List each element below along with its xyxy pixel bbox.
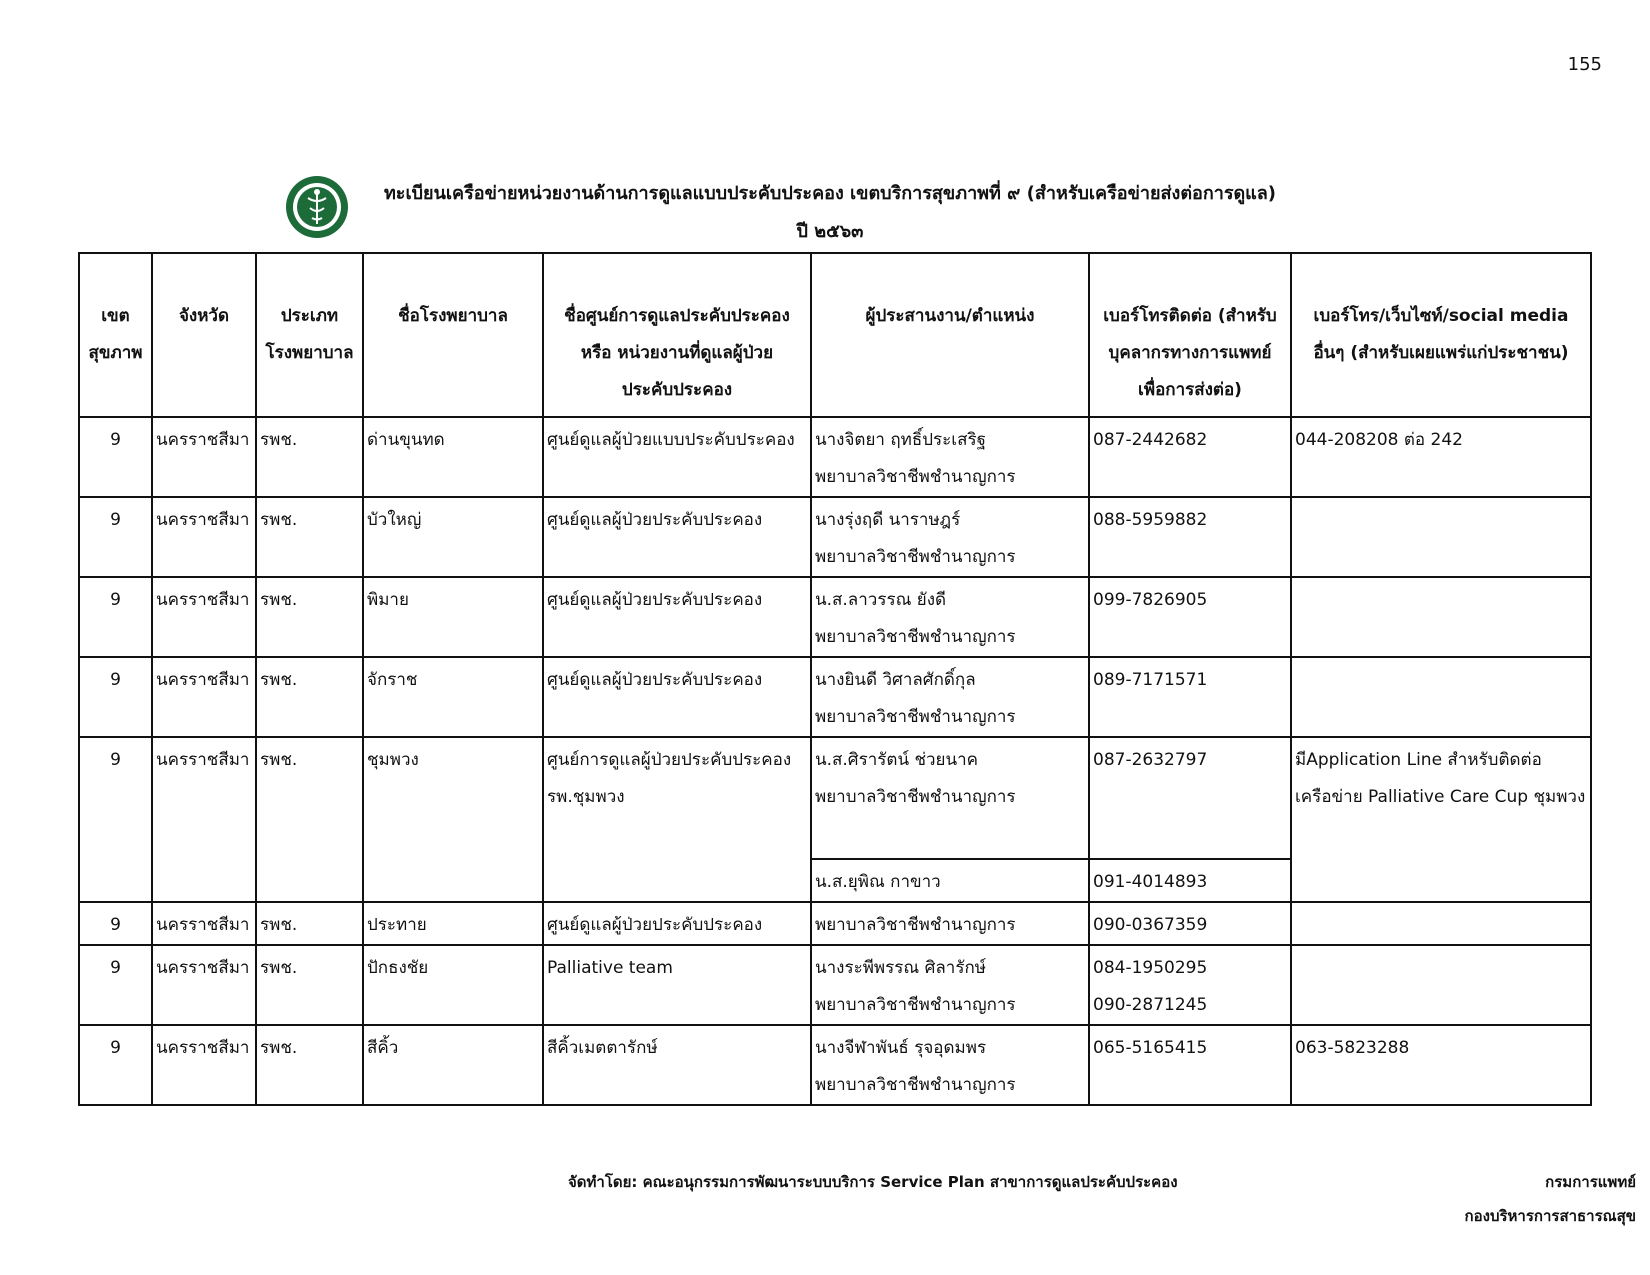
table-row	[79, 902, 1591, 945]
cell-coordinator: นางระพีพรรณ ศิลารักษ์ พยาบาลวิชาชีพชำนาญการ	[811, 945, 1089, 1025]
cell-public	[1291, 657, 1591, 737]
table-row	[79, 497, 1591, 577]
table-row	[79, 657, 1591, 737]
cell-phone: 089-7171571	[1089, 657, 1291, 737]
cell-coordinator: นางจีฬาพันธ์ รุจอุดมพร พยาบาลวิชาชีพชำนาญการ	[811, 1025, 1089, 1105]
footer-division: กองบริหารการสาธารณสุข	[1464, 1207, 1636, 1225]
cell-phone: 084-1950295 090-2871245	[1089, 945, 1291, 1025]
cell-hospital: บัวใหญ่	[363, 497, 543, 577]
table-row	[79, 1025, 1591, 1105]
cell-coordinator: นางยินดี วิศาลศักดิ์กุล พยาบาลวิชาชีพชำนาญการ	[811, 657, 1089, 737]
cell-phone: 090-0367359	[1089, 902, 1291, 945]
header-coordinator: ผู้ประสานงาน/ตำแหน่ง	[811, 253, 1089, 417]
cell-province: นครราชสีมา	[152, 902, 256, 945]
cell-public: 044-208208 ต่อ 242	[1291, 417, 1591, 497]
cell-type: รพช.	[256, 497, 363, 577]
cell-public: 063-5823288	[1291, 1025, 1591, 1105]
cell-center: Palliative team	[543, 945, 811, 1025]
cell-type: รพช.	[256, 945, 363, 1025]
cell-center: ศูนย์ดูแลผู้ป่วยประคับประคอง	[543, 657, 811, 737]
cell-phone: 088-5959882	[1089, 497, 1291, 577]
header-center-name: ชื่อศูนย์การดูแลประคับประคอง หรือ หน่วยงานที่ดูแลผู้ป่วย ประคับประคอง	[543, 253, 811, 417]
cell-zone: 9	[79, 657, 152, 737]
cell-type: รพช.	[256, 902, 363, 945]
cell-province: นครราชสีมา	[152, 417, 256, 497]
cell-province: นครราชสีมา	[152, 657, 256, 737]
cell-zone: 9	[79, 945, 152, 1025]
cell-hospital: สีคิ้ว	[363, 1025, 543, 1105]
cell-phone: 099-7826905	[1089, 577, 1291, 657]
cell-center: ศูนย์ดูแลผู้ป่วยประคับประคอง	[543, 902, 811, 945]
header-hospital-name: ชื่อโรงพยาบาล	[363, 253, 543, 417]
footer-prepared-by: จัดทำโดย: คณะอนุกรรมการพัฒนาระบบบริการ Service Plan สาขาการดูแลประคับประคอง	[568, 1173, 1178, 1191]
cell-type: รพช.	[256, 577, 363, 657]
table-row	[79, 945, 1591, 1025]
table-row	[79, 417, 1591, 497]
footer-department: กรมการแพทย์	[1545, 1173, 1636, 1191]
document-title: ทะเบียนเครือข่ายหน่วยงานด้านการดูแลแบบประคับประคอง เขตบริการสุขภาพที่ ๙ (สำหรับเครือข่ายส่งต่อการดูแล)	[383, 183, 1277, 204]
palliative-network-table	[78, 252, 1592, 1106]
cell-province: นครราชสีมา	[152, 1025, 256, 1105]
cell-coordinator: นางรุ่งฤดี นาราษฎร์ พยาบาลวิชาชีพชำนาญการ	[811, 497, 1089, 577]
cell-type: รพช.	[256, 657, 363, 737]
cell-public	[1291, 577, 1591, 657]
cell-zone: 9	[79, 737, 152, 902]
cell-coordinator: น.ส.ศิรารัตน์ ช่วยนาค พยาบาลวิชาชีพชำนาญการ	[811, 737, 1089, 859]
cell-center: ศูนย์การดูแลผู้ป่วยประคับประคอง รพ.ชุมพวง	[543, 737, 811, 902]
cell-hospital: ปักธงชัย	[363, 945, 543, 1025]
cell-zone: 9	[79, 1025, 152, 1105]
cell-phone: 087-2632797	[1089, 737, 1291, 859]
cell-hospital: พิมาย	[363, 577, 543, 657]
header-hospital-type: ประเภท โรงพยาบาล	[256, 253, 363, 417]
cell-coordinator: น.ส.ยุพิณ กาขาว	[811, 859, 1089, 902]
cell-province: นครราชสีมา	[152, 497, 256, 577]
cell-hospital: ประทาย	[363, 902, 543, 945]
cell-zone: 9	[79, 417, 152, 497]
cell-coordinator: พยาบาลวิชาชีพชำนาญการ	[811, 902, 1089, 945]
cell-zone: 9	[79, 577, 152, 657]
header-public-contact: เบอร์โทร/เว็บไซท์/social media อื่นๆ (สำหรับเผยแพร่แก่ประชาชน)	[1291, 253, 1591, 417]
header-referral-phone: เบอร์โทรติดต่อ (สำหรับ บุคลากรทางการแพทย์ เพื่อการส่งต่อ)	[1089, 253, 1291, 417]
cell-type: รพช.	[256, 737, 363, 902]
cell-coordinator: น.ส.ลาวรรณ ยังดี พยาบาลวิชาชีพชำนาญการ	[811, 577, 1089, 657]
cell-phone: 091-4014893	[1089, 859, 1291, 902]
table-row	[79, 577, 1591, 657]
cell-zone: 9	[79, 902, 152, 945]
cell-phone: 065-5165415	[1089, 1025, 1291, 1105]
cell-province: นครราชสีมา	[152, 737, 256, 902]
cell-center: ศูนย์ดูแลผู้ป่วยประคับประคอง	[543, 497, 811, 577]
cell-hospital: จักราช	[363, 657, 543, 737]
header-row	[79, 253, 1591, 417]
cell-zone: 9	[79, 497, 152, 577]
cell-province: นครราชสีมา	[152, 577, 256, 657]
cell-center: สีคิ้วเมตตารักษ์	[543, 1025, 811, 1105]
cell-public	[1291, 945, 1591, 1025]
page-number: 155	[1567, 54, 1602, 75]
cell-province: นครราชสีมา	[152, 945, 256, 1025]
table-row	[79, 737, 1591, 859]
header-province: จังหวัด	[152, 253, 256, 417]
document-subtitle: ปี ๒๕๖๓	[796, 221, 864, 242]
cell-public	[1291, 902, 1591, 945]
cell-hospital: ชุมพวง	[363, 737, 543, 902]
header-zone: เขต สุขภาพ	[79, 253, 152, 417]
cell-public	[1291, 497, 1591, 577]
cell-phone: 087-2442682	[1089, 417, 1291, 497]
cell-center: ศูนย์ดูแลผู้ป่วยประคับประคอง	[543, 577, 811, 657]
cell-type: รพช.	[256, 1025, 363, 1105]
cell-hospital: ด่านขุนทด	[363, 417, 543, 497]
cell-center: ศูนย์ดูแลผู้ป่วยแบบประคับประคอง	[543, 417, 811, 497]
cell-public: มีApplication Line สำหรับติดต่อ เครือข่าย Palliative Care Cup ชุมพวง	[1291, 737, 1591, 902]
cell-coordinator: นางจิตยา ฤทธิ์ประเสริฐ พยาบาลวิชาชีพชำนาญการ	[811, 417, 1089, 497]
cell-type: รพช.	[256, 417, 363, 497]
